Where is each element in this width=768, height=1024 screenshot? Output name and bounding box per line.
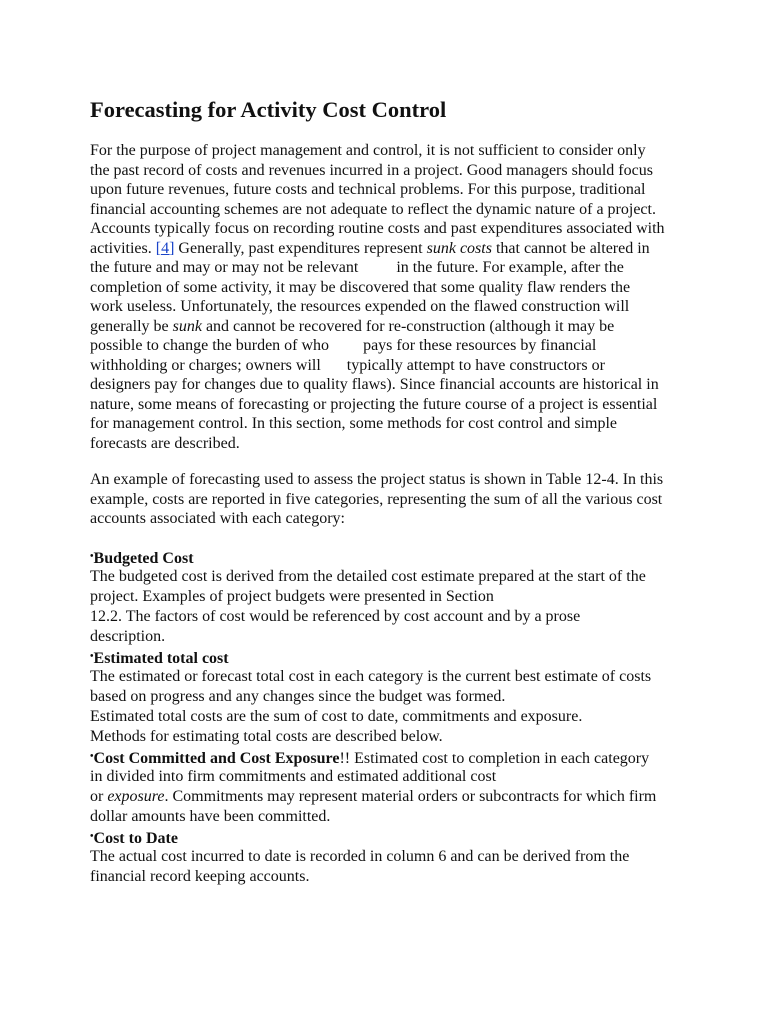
item-line: based on progress and any changes since the budget was formed. [90,688,506,705]
intro-line: the past record of costs and revenues incurred in a project. Good managers should focus [90,161,653,179]
intro-text: Generally, past expenditures represent [174,239,427,257]
intro-text: possible to change the burden of who [90,337,330,354]
page-title: Forecasting for Activity Cost Control [90,97,447,122]
intro-line [90,239,665,259]
intro-line [90,258,665,278]
intro-line [90,317,665,337]
intro-line: upon future revenues, future costs and technical problems. For this purpose, traditional [90,181,646,198]
intro-line: completion of some activity, it may be discovered that some quality flaw renders the [90,278,631,296]
bullet-icon: • [90,751,94,762]
emphasis-text: sunk costs [426,239,492,257]
cost-committed-heading [90,747,656,767]
item-line: dollar amounts have been committed. [90,808,331,825]
example-paragraph [90,470,663,529]
item-text: . Commitments may represent material orders or subcontracts for which firm [164,788,657,805]
item-heading: Cost to Date [93,830,178,847]
intro-text: withholding or charges; owners will [90,356,321,374]
item-line: The actual cost incurred to date is recorded in column 6 and can be derived from the [90,848,630,865]
intro-line: for management control. In this section, some methods for cost control and simple [90,415,617,432]
intro-line: work useless. Unfortunately, the resources expended on the flawed construction will [90,298,630,315]
intro-text: activities. [90,239,156,257]
intro-text: in the future. For example, after the [396,259,624,276]
intro-line: For the purpose of project management and control, it is not sufficient to consider only [90,142,646,159]
intro-text: the future and may or may not be relevant [90,259,359,276]
example-line: An example of forecasting used to assess the project status is shown in Table 12-4. In this [90,471,664,488]
intro-text: and cannot be recovered for re-construction (although it may be [201,317,615,335]
item-line [90,787,656,807]
cost-to-date-heading [90,827,656,847]
intro-line: nature, some means of forecasting or projecting the future course of a project is essential [90,395,658,413]
item-text: or [90,788,108,805]
reference-link[interactable]: [4] [155,239,175,257]
example-line: accounts associated with each category: [90,510,345,527]
item-heading: Cost Committed and Cost Exposure [93,750,340,767]
item-line: The budgeted cost is derived from the detailed cost estimate prepared at the start of the [90,568,646,585]
estimated-cost-heading [90,647,656,667]
intro-paragraph [90,141,665,453]
intro-line: forecasts are described. [90,434,240,452]
item-line: The estimated or forecast total cost in each category is the current best estimate of costs [90,668,652,685]
bullet-icon: • [90,831,94,842]
emphasis-text: sunk [172,317,202,335]
item-line: Estimated total costs are the sum of cost to date, commitments and exposure. [90,708,583,725]
intro-text: typically attempt to have constructors or [346,356,605,374]
item-line: description. [90,628,166,645]
definition-list [90,547,656,887]
intro-line: designers pay for changes due to quality flaws). Since financial accounts are historical in [90,376,659,393]
emphasis-text: exposure [107,788,165,805]
item-heading: Estimated total cost [93,650,229,667]
intro-text: pays for these resources by financial [363,337,597,354]
item-heading: Budgeted Cost [93,550,194,567]
item-text: !! Estimated cost to completion in each category [339,750,650,767]
item-line: in divided into firm commitments and estimated additional cost [90,768,497,785]
item-line: Methods for estimating total costs are described below. [90,728,443,745]
example-line: example, costs are reported in five categories, representing the sum of all the various cost [90,490,663,508]
intro-line: financial accounting schemes are not adequate to reflect the dynamic nature of a project. [90,200,656,218]
bullet-icon: • [90,551,94,562]
item-line: 12.2. The factors of cost would be referenced by cost account and by a prose [90,608,581,625]
intro-text: generally be [90,317,173,335]
bullet-icon: • [90,651,94,662]
intro-line [90,356,665,376]
item-line: financial record keeping accounts. [90,868,310,885]
intro-line: Accounts typically focus on recording routine costs and past expenditures associated with [90,220,665,237]
budgeted-cost-heading [90,547,656,567]
item-line: project. Examples of project budgets were presented in Section [90,588,494,605]
intro-line [90,336,665,356]
intro-text: that cannot be altered in [491,239,650,257]
